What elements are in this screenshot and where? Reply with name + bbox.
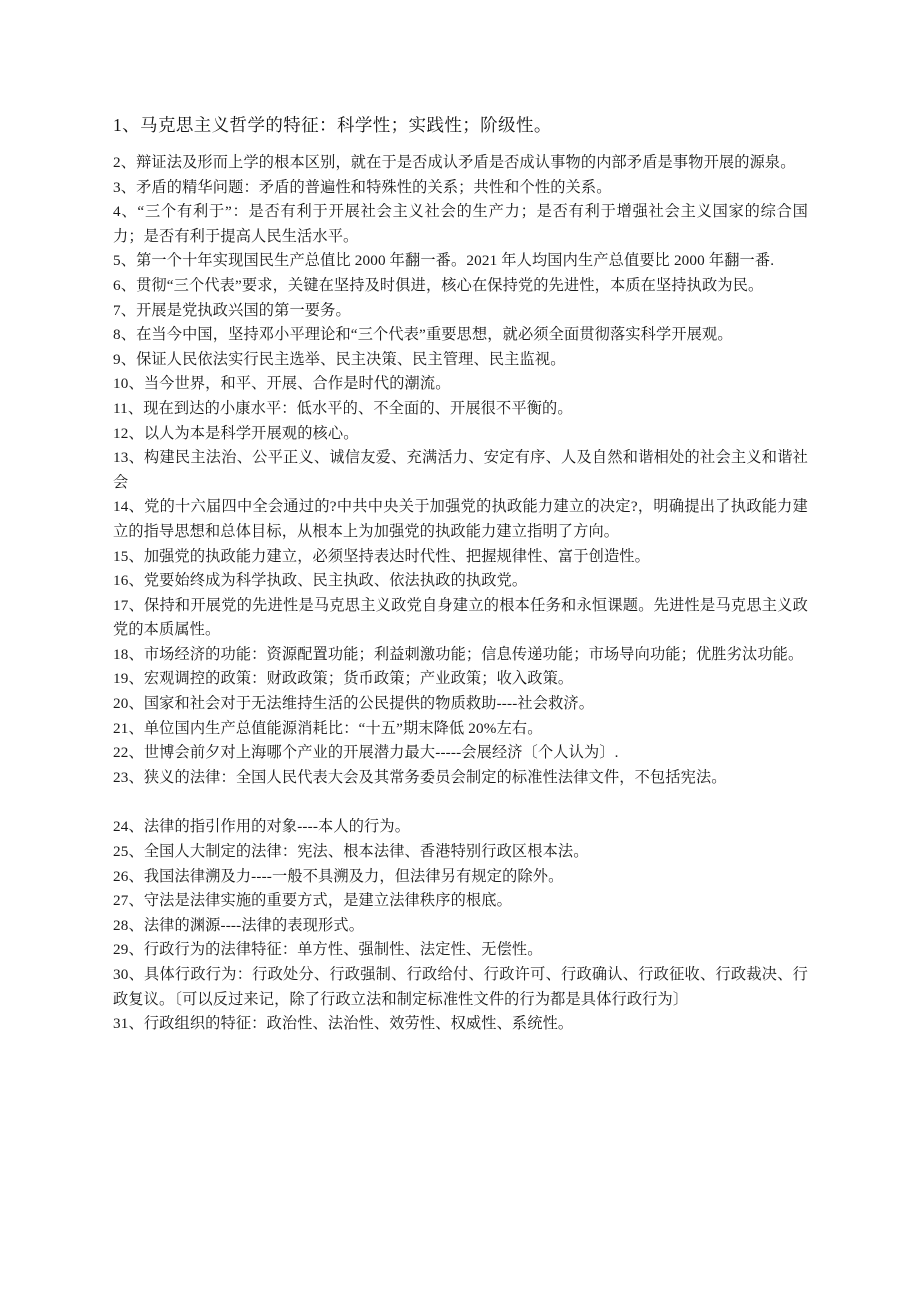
numbered-item-29: 29、行政行为的法律特征：单方性、强制性、法定性、无偿性。: [113, 941, 543, 959]
numbered-item-8: 8、在当今中国，坚持邓小平理论和“三个代表”重要思想，就必须全面贯彻落实科学开展观。: [113, 326, 733, 344]
numbered-item-19: 19、宏观调控的政策：财政政策；货币政策；产业政策；收入政策。: [113, 670, 574, 688]
numbered-item-14: 14、党的十六届四中全会通过的?中共中央关于加强党的执政能力建立的决定?，明确提出了执政能力建立的指导思想和总体目标，从根本上为加强党的执政能力建立指明了方向。: [113, 498, 808, 540]
document-heading: 1、马克思主义哲学的特征：科学性；实践性；阶级性。: [113, 115, 552, 135]
numbered-item-13: 13、构建民主法治、公平正义、诚信友爱、充满活力、安定有序、人及自然和谐相处的社会主义和谐社会: [113, 449, 808, 491]
numbered-item-21: 21、单位国内生产总值能源消耗比：“十五”期末降低 20%左右。: [113, 719, 543, 737]
numbered-item-10: 10、当今世界，和平、开展、合作是时代的潮流。: [113, 375, 451, 393]
numbered-item-31: 31、行政组织的特征：政治性、法治性、效劳性、权威性、系统性。: [113, 1015, 574, 1033]
numbered-item-26: 26、我国法律溯及力----一般不具溯及力，但法律另有规定的除外。: [113, 867, 564, 885]
numbered-item-22: 22、世博会前夕对上海哪个产业的开展潜力最大-----会展经济〔个人认为〕.: [113, 744, 619, 762]
numbered-item-16: 16、党要始终成为科学执政、民主执政、依法执政的执政党。: [113, 572, 528, 590]
numbered-item-7: 7、开展是党执政兴国的第一要务。: [113, 301, 351, 319]
numbered-item-4: 4、“三个有利于”：是否有利于开展社会主义社会的生产力；是否有利于增强社会主义国家的综合国力；是否有利于提高人民生活水平。: [113, 203, 808, 245]
numbered-item-18: 18、市场经济的功能：资源配置功能；利益刺激功能；信息传递功能；市场导向功能；优胜劣汰功能。: [113, 645, 804, 663]
numbered-item-27: 27、守法是法律实施的重要方式，是建立法律秩序的根底。: [113, 892, 512, 910]
numbered-item-6: 6、贯彻“三个代表”要求，关键在坚持及时俱进，核心在保持党的先进性，本质在坚持执政为民。: [113, 276, 764, 294]
numbered-item-5: 5、第一个十年实现国民生产总值比 2000 年翻一番。2021 年人均国内生产总值要比 2000 年翻一番.: [113, 252, 775, 270]
numbered-item-9: 9、保证人民依法实行民主选举、民主决策、民主管理、民主监视。: [113, 350, 566, 368]
numbered-item-30: 30、具体行政行为：行政处分、行政强制、行政给付、行政许可、行政确认、行政征收、行政裁决、行政复议。〔可以反过来记，除了行政立法和制定标准性文件的行为都是具体行政行为〕: [113, 966, 808, 1008]
numbered-item-12: 12、以人为本是科学开展观的核心。: [113, 424, 359, 442]
document-body: [113, 112, 808, 1037]
numbered-item-24: 24、法律的指引作用的对象----本人的行为。: [113, 818, 411, 836]
numbered-item-11: 11、现在到达的小康水平：低水平的、不全面的、开展很不平衡的。: [113, 399, 573, 417]
numbered-item-20: 20、国家和社会对于无法维持生活的公民提供的物质救助----社会救济。: [113, 695, 595, 713]
numbered-item-23: 23、狭义的法律：全国人民代表大会及其常务委员会制定的标准性法律文件，不包括宪法。: [113, 768, 727, 786]
numbered-item-3: 3、矛盾的精华问题：矛盾的普遍性和特殊性的关系；共性和个性的关系。: [113, 178, 612, 196]
numbered-item-15: 15、加强党的执政能力建立，必须坚持表达时代性、把握规律性、富于创造性。: [113, 547, 650, 565]
numbered-item-25: 25、全国人大制定的法律：宪法、根本法律、香港特别行政区根本法。: [113, 843, 589, 861]
numbered-item-list: [113, 151, 808, 1037]
numbered-item-17: 17、保持和开展党的先进性是马克思主义政党自身建立的根本任务和永恒课题。先进性是马克思主义政党的本质属性。: [113, 596, 808, 639]
numbered-item-2: 2、辩证法及形而上学的根本区别，就在于是否成认矛盾是否成认事物的内部矛盾是事物开展的源泉。: [113, 154, 796, 171]
numbered-item-28: 28、法律的渊源----法律的表现形式。: [113, 916, 365, 934]
